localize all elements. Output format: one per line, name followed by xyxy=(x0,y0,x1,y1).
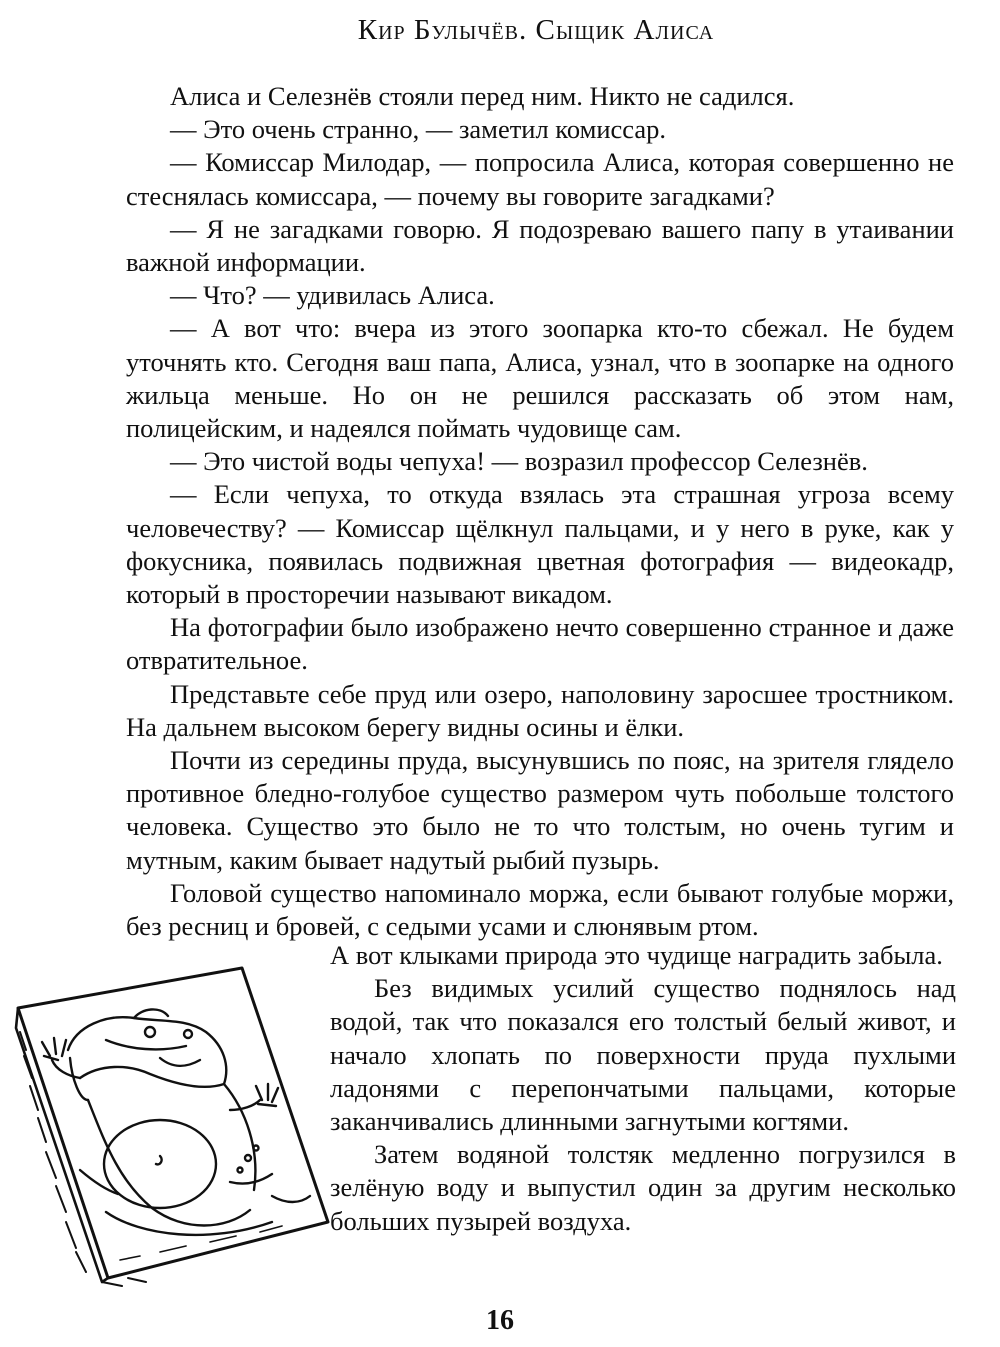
paragraph: — Это чистой воды чепуха! — возразил профессор Селезнёв. xyxy=(170,446,868,477)
paragraph: Представьте себе пруд или озеро, наполовину заросшее тростником. На дальнем высоком берегу видны осины и ёлки. xyxy=(126,678,954,742)
running-header-title: Кир Булычёв. Сыщик Алиса xyxy=(357,14,715,46)
paragraph: Без видимых усилий существо поднялось над водой, так что показался его толстый белый живот, и начало хлопать по поверхности пруда пухлыми ладонями с перепончатыми пальцами, которые заканчивались длинными загнутыми когтями. xyxy=(330,973,956,1137)
paragraph: Затем водяной толстяк медленно погрузился в зелёную воду и выпустил один за другим несколько больших пузырей воздуха. xyxy=(330,1139,956,1236)
paragraph: — Что? — удивилась Алиса. xyxy=(170,280,495,311)
page-number: 16 xyxy=(486,1305,514,1336)
running-header xyxy=(0,14,1000,47)
paragraph: Головой существо напоминало моржа, если бывают голубые моржи, без ресниц и бровей, с седыми усами и слюнявым ртом. xyxy=(126,877,954,942)
paragraph: На фотографии было изображено нечто совершенно странное и даже отвратительное. xyxy=(126,612,954,676)
paragraph: Алиса и Селезнёв стояли перед ним. Никто не садился. xyxy=(170,81,795,111)
paragraph: — А вот что: вчера из этого зоопарка кто-то сбежал. Не будем уточнять кто. Сегодня ваш папа, Алиса, узнал, что в зоопарке на одного жильца меньше. Но он не решился рассказать об этом нам, полицейским, и надеялся поймать чудовище сам. xyxy=(126,313,954,444)
creature-photo-illustration xyxy=(10,960,330,1290)
text-beside-illustration xyxy=(330,939,956,1238)
paragraph: — Это очень странно, — заметил комиссар. xyxy=(170,114,667,145)
paragraph: А вот клыками природа это чудище наградить забыла. xyxy=(330,940,943,970)
paragraph: — Комиссар Милодар, — попросила Алиса, которая совершенно не стеснялась комиссара, — почему вы говорите загадками? xyxy=(126,147,954,211)
paragraph: — Если чепуха, то откуда взялась эта страшная угроза всему человечеству? — Комиссар щёлкнул пальцами, и у него в руке, как у фокусника, появилась подвижная цветная фотография — видеокадр, который в просторечии называют викадом. xyxy=(126,479,954,610)
paragraph: — Я не загадками говорю. Я подозреваю вашего папу в утаивании важной информации. xyxy=(126,213,954,278)
paragraph: Почти из середины пруда, высунувшись по пояс, на зрителя глядело противное бледно-голубое существо размером чуть побольше толстого человека. Существо это было не то что толстым, но очень тугим и мутным, каким бывает надутый рыбий пузырь. xyxy=(126,745,954,875)
main-text xyxy=(126,80,954,943)
